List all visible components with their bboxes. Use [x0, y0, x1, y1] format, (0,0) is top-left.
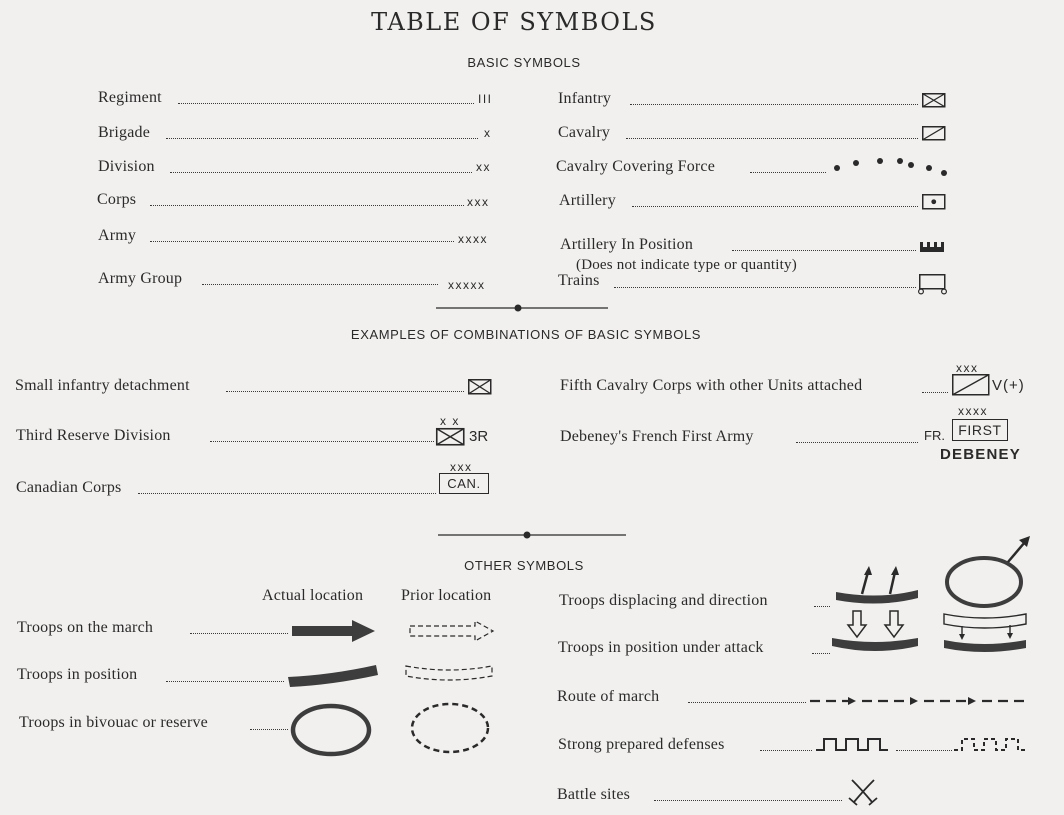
prior-march-arrow-icon: [409, 620, 495, 642]
strong-defenses-label: Strong prepared defenses: [558, 736, 725, 753]
troops-under-attack-label: Troops in position under attack: [558, 639, 764, 656]
route-of-march-icon: [808, 694, 1030, 708]
reserve-displacing-icon: [942, 534, 1034, 612]
corps-echelon: xxx: [956, 361, 979, 375]
attached-units-suffix: V(+): [992, 377, 1025, 394]
leader-dots: [922, 392, 948, 393]
prior-prepared-defenses-icon: [954, 737, 1028, 753]
third-reserve-division-label: Third Reserve Division: [16, 427, 171, 444]
division-label: Division: [98, 158, 155, 175]
page-title: TABLE OF SYMBOLS: [371, 8, 657, 36]
corps-echelon: xxx: [450, 460, 473, 474]
leader-dots: [166, 681, 284, 682]
infantry-icon: [922, 93, 946, 108]
infantry-icon: [468, 379, 492, 395]
trains-label: Trains: [558, 272, 600, 289]
corps-label: Corps: [97, 191, 137, 208]
leader-dots: [150, 241, 454, 242]
leader-dots: [896, 750, 952, 751]
canadian-corps-label: Canadian Corps: [16, 479, 122, 496]
debeney-army-label: Debeney's French First Army: [560, 428, 754, 445]
route-of-march-label: Route of march: [557, 688, 660, 705]
troops-in-bivouac-label: Troops in bivouac or reserve: [19, 714, 208, 731]
leader-dots: [150, 205, 464, 206]
leader-dots: [250, 729, 288, 730]
cavalry-label: Cavalry: [558, 124, 611, 141]
bivouac-oval-icon: [288, 702, 374, 758]
small-infantry-detachment-label: Small infantry detachment: [15, 377, 190, 394]
troops-in-position-label: Troops in position: [17, 666, 138, 683]
position-line-icon: [286, 660, 380, 688]
troops-displacing-label: Troops displacing and direction: [559, 592, 768, 609]
battle-sites-label: Battle sites: [557, 786, 631, 803]
division-echelon: x x: [440, 414, 460, 428]
troops-on-march-label: Troops on the march: [17, 619, 154, 636]
basic-symbols-heading: BASIC SYMBOLS: [467, 55, 581, 70]
leader-dots: [190, 633, 288, 634]
combinations-heading: EXAMPLES OF COMBINATIONS OF BASIC SYMBOLS: [350, 327, 702, 342]
leader-dots: [138, 493, 436, 494]
section-divider: [438, 529, 626, 541]
actual-location-heading: Actual location: [262, 587, 364, 604]
leader-dots: [796, 442, 918, 443]
leader-dots: [210, 441, 434, 442]
cavalry-icon: [952, 374, 990, 396]
leader-dots: [750, 172, 826, 173]
army-group-symbol: xxxxx: [448, 278, 486, 292]
artillery-in-position-icon: [920, 238, 946, 254]
infantry-icon: [436, 428, 466, 446]
regiment-symbol: III: [478, 92, 493, 106]
leader-dots: [178, 103, 474, 104]
other-symbols-heading: OTHER SYMBOLS: [464, 558, 584, 573]
leader-dots: [614, 287, 916, 288]
army-group-label: Army Group: [98, 270, 183, 287]
leader-dots: [226, 391, 464, 392]
infantry-label: Infantry: [558, 90, 612, 107]
army-echelon: xxxx: [958, 404, 988, 418]
leader-dots: [202, 284, 438, 285]
march-arrow-icon: [292, 619, 376, 643]
position-under-attack-icon: [830, 610, 924, 656]
brigade-symbol: x: [484, 126, 492, 140]
prior-position-line-icon: [404, 662, 496, 686]
brigade-label: Brigade: [98, 124, 151, 141]
prior-location-heading: Prior location: [401, 587, 492, 604]
regiment-label: Regiment: [98, 89, 162, 106]
prior-bivouac-oval-icon: [408, 700, 494, 756]
leader-dots: [170, 172, 472, 173]
leader-dots: [688, 702, 806, 703]
leader-dots: [632, 206, 918, 207]
corps-symbol: xxx: [467, 195, 490, 209]
artillery-label: Artillery: [559, 192, 616, 209]
army-symbol: xxxx: [458, 232, 488, 246]
displacing-direction-icon: [834, 566, 922, 606]
cavalry-covering-force-label: Cavalry Covering Force: [556, 158, 716, 175]
canadian-unit-box: CAN.: [439, 473, 489, 494]
artillery-icon: [922, 194, 946, 210]
division-symbol: xx: [476, 160, 491, 174]
section-divider: [436, 302, 608, 314]
artillery-in-position-label: Artillery In Position: [560, 236, 694, 253]
first-army-box: FIRST: [952, 419, 1008, 441]
artillery-note: (Does not indicate type or quantity): [576, 257, 797, 273]
army-label: Army: [98, 227, 137, 244]
french-prefix: FR.: [924, 428, 945, 443]
prepared-defenses-icon: [816, 737, 890, 753]
leader-dots: [626, 138, 918, 139]
cavalry-icon: [922, 126, 946, 141]
leader-dots: [814, 606, 830, 607]
leader-dots: [630, 104, 918, 105]
leader-dots: [654, 800, 842, 801]
commander-name: DEBENEY: [940, 446, 1021, 463]
crossed-swords-icon: [848, 778, 878, 806]
trains-icon: [918, 274, 948, 296]
leader-dots: [812, 653, 830, 654]
leader-dots: [760, 750, 812, 751]
fifth-cavalry-corps-label: Fifth Cavalry Corps with other Units attached: [560, 377, 863, 394]
reserve-suffix: 3R: [469, 428, 489, 445]
leader-dots: [732, 250, 916, 251]
attacked-from-prior-position-icon: [942, 612, 1032, 656]
leader-dots: [166, 138, 478, 139]
covering-force-dots-icon: [830, 155, 950, 180]
